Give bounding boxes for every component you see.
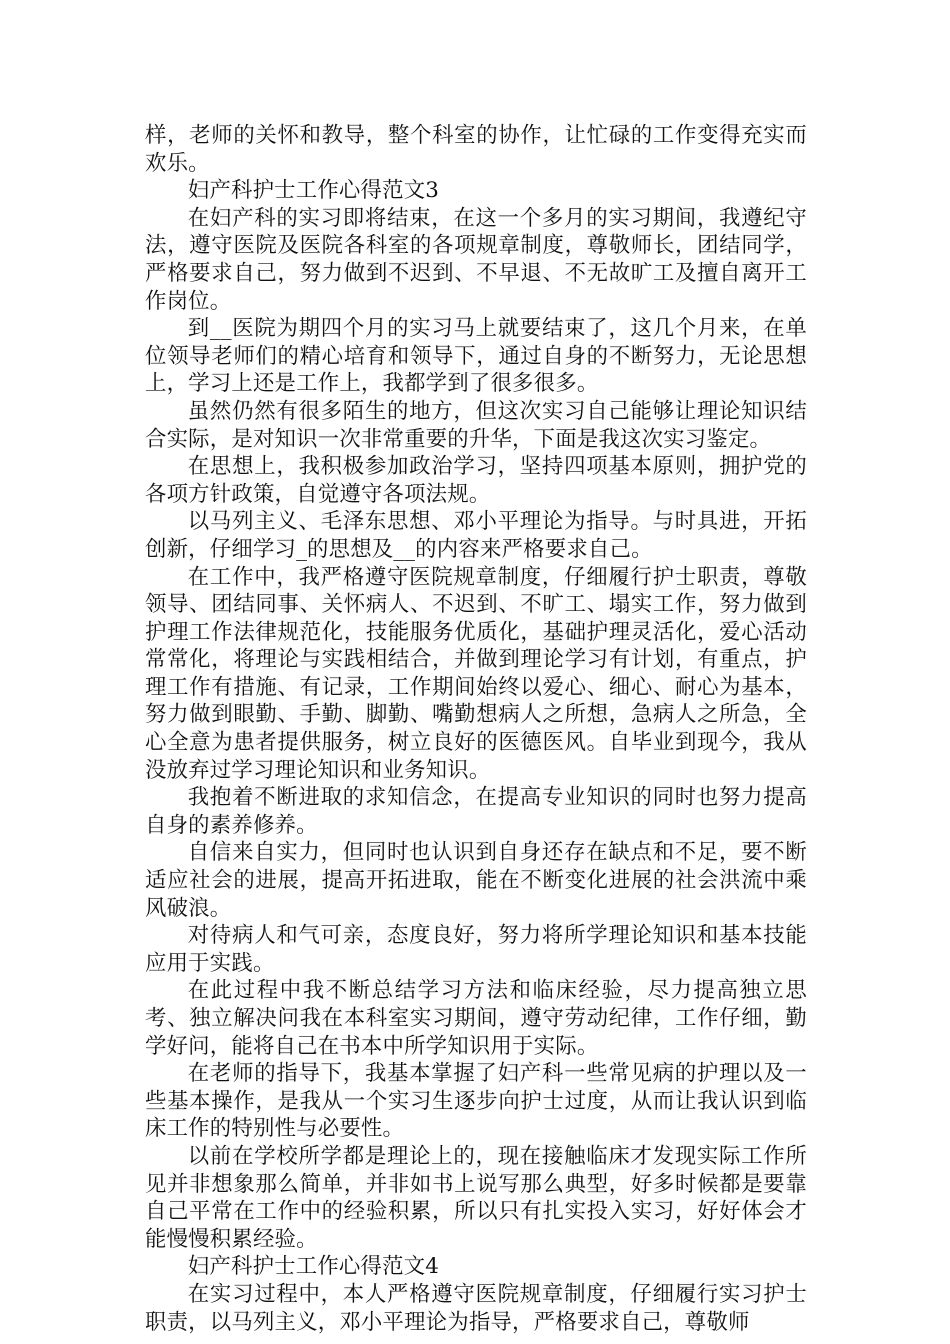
paragraph: 对待病人和气可亲，态度良好，努力将所学理论知识和基本技能应用于实践。 [145, 923, 807, 976]
paragraph: 在思想上，我积极参加政治学习，坚持四项基本原则，拥护党的各项方针政策，自觉遵守各项法规。 [145, 454, 807, 507]
paragraph: 在老师的指导下，我基本掌握了妇产科一些常见病的护理以及一些基本操作，是我从一个实习生逐步向护士过度，从而让我认识到临床工作的特别性与必要性。 [145, 1061, 807, 1142]
paragraph: 自信来自实力，但同时也认识到自身还存在缺点和不足，要不断适应社会的进展，提高开拓进取，能在不断变化进展的社会洪流中乘风破浪。 [145, 840, 807, 921]
paragraph: 在工作中，我严格遵守医院规章制度，仔细履行护士职责，尊敬领导、团结同事、关怀病人、不迟到、不旷工、塌实工作，努力做到护理工作法律规范化，技能服务优质化，基础护理灵活化，爱心活动常常化，将理论与实践相结合，并做到理论学习有计划，有重点，护理工作有措施、有记录，工作期间始终以爱心、细心、耐心为基本，努力做到眼勤、手勤、脚勤、嘴勤想病人之所想，急病人之所急，全心全意为患者提供服务，树立良好的医德医风。自毕业到现今，我从没放弃过学习理论知识和业务知识。 [145, 564, 807, 783]
paragraph: 以前在学校所学都是理论上的，现在接触临床才发现实际工作所见并非想象那么简单，并非如书上说写那么典型，好多时候都是要靠自己平常在工作中的经验积累，所以只有扎实投入实习，好好体会才能慢慢积累经验。 [145, 1143, 807, 1252]
paragraph: 样，老师的关怀和教导，整个科室的协作，让忙碌的工作变得充实而欢乐。 [145, 123, 807, 176]
paragraph: 以马列主义、毛泽东思想、邓小平理论为指导。与时具进，开拓创新，仔细学习_的思想及__的内容来严格要求自己。 [145, 509, 807, 562]
section-heading: 妇产科护士工作心得范文4 [187, 1254, 440, 1280]
paragraph: 在妇产科的实习即将结束，在这一个多月的实习期间，我遵纪守法，遵守医院及医院各科室的各项规章制度，尊敬师长，团结同学，严格要求自己，努力做到不迟到、不早退、不无故旷工及擅自离开工作岗位。 [145, 205, 807, 314]
paragraph: 到__医院为期四个月的实习马上就要结束了，这几个月来，在单位领导老师们的精心培育和领导下，通过自身的不断努力，无论思想上，学习上还是工作上，我都学到了很多很多。 [145, 316, 807, 397]
document-page [145, 122, 807, 1336]
paragraph: 虽然仍然有很多陌生的地方，但这次实习自己能够让理论知识结合实际，是对知识一次非常重要的升华，下面是我这次实习鉴定。 [145, 398, 807, 452]
paragraph: 在实习过程中，本人严格遵守医院规章制度，仔细履行实习护士职责，以马列主义，邓小平理论为指导，严格要求自己，尊敬师 [145, 1281, 807, 1335]
section-heading: 妇产科护士工作心得范文3 [187, 178, 440, 204]
paragraph: 我抱着不断进取的求知信念，在提高专业知识的同时也努力提高自身的素养修养。 [145, 785, 807, 838]
paragraph: 在此过程中我不断总结学习方法和临床经验，尽力提高独立思考、独立解决问我在本科室实习期间，遵守劳动纪律，工作仔细，勤学好问，能将自己在书本中所学知识用于实际。 [145, 978, 807, 1059]
